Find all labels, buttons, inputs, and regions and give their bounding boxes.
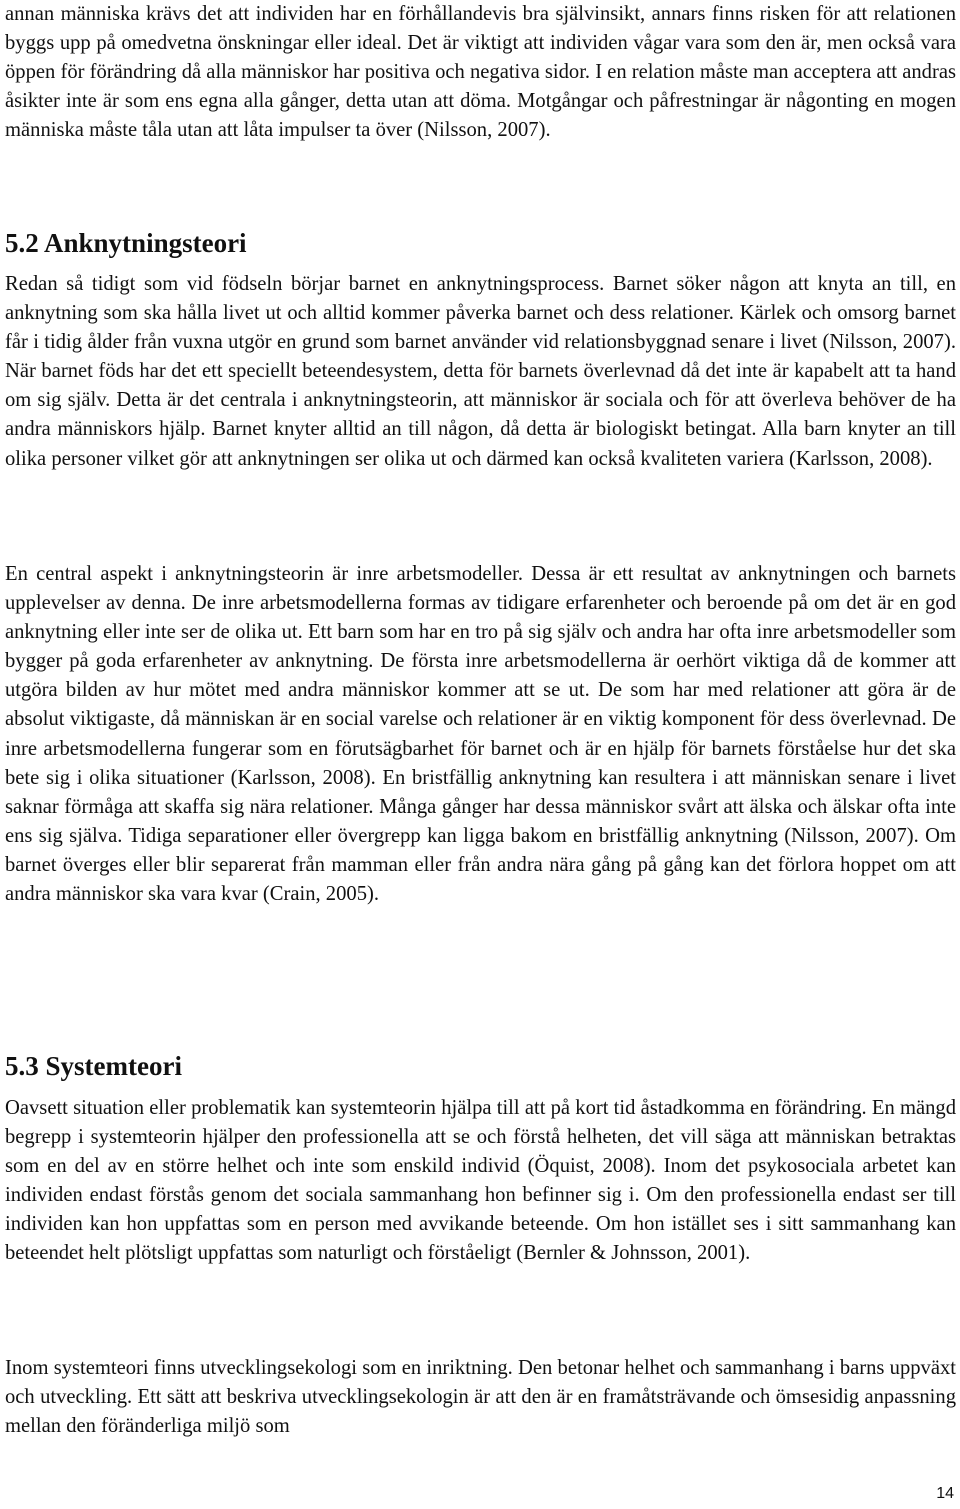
paragraph-inre-arbetsmodeller: En central aspekt i anknytningsteorin är inre arbetsmodeller. Dessa är ett resultat av anknytningen och barnets upplevelser av denna. De inre arbetsmodellerna formas av tidigare erfarenheter och beroende på om det är en god anknytning eller inte ser de olika ut. Ett barn som har en tro på sig själv och andra har ofta inre arbetsmodeller som bygger på goda erfarenheter av anknytning. De första inre arbetsmodellerna är oerhört viktiga då de kommer att utgöra bilden av hur mötet med andra människor kommer att se ut. De som har med relationer att göra är de absolut viktigaste, då människan är en social varelse och relationer är en viktig komponent för dess överlevnad. De inre arbetsmodellerna fungerar som en förutsägbarhet för barnet och är en hjälp för barnets förståelse hur det ska bete sig i olika situationer (Karlsson, 2008). En bristfällig anknytning kan resultera i att människan senare i livet saknar förmåga att skaffa sig nära relationer. Många gånger har dessa människor svårt att älska och älskar ofta inte ens sig själva. Tidiga separationer eller övergrepp kan ligga bakom en bristfällig anknytning (Nilsson, 2007). Om barnet överges eller blir separerat från mamman eller från andra nära gång på gång kan det förlora hoppet om att andra människor ska vara kvar (Crain, 2005). bbox=[5, 563, 956, 906]
page-number: 14 bbox=[936, 1485, 954, 1502]
heading-systemteori: 5.3 Systemteori bbox=[5, 1051, 182, 1081]
heading-anknytningsteori: 5.2 Anknytningsteori bbox=[5, 228, 247, 258]
paragraph-self-insight: annan människa krävs det att individen har en förhållandevis bra självinsikt, annars finns risken för att relationen byggs upp på omedvetna önskningar eller ideal. Det är viktigt att individen vågar vara som den är, men också vara öppen för förändring då alla människor har positiva och negativa sidor. I en relation måste man acceptera att andras åsikter inte är som ens egna alla gånger, detta utan att döma. Motgångar och påfrestningar är någonting en mogen människa måste tåla utan att låta impulser ta över (Nilsson, 2007). bbox=[5, 3, 956, 142]
paragraph-utvecklingsekologi: Inom systemteori finns utvecklingsekologi som en inriktning. Den betonar helhet och sammanhang i barns uppväxt och utveckling. Ett sätt att beskriva utvecklingsekologin är att den är en framåtsträvande och ömsesidig anpassning mellan den föränderliga miljö som bbox=[5, 1357, 956, 1438]
paragraph-anknytningsprocess: Redan så tidigt som vid födseln börjar barnet en anknytningsprocess. Barnet söker någon att knyta an till, en anknytning som ska hålla livet ut och alltid kommer påverka barnet och dess relationer. Kärlek och omsorg barnet får i tidig ålder från vuxna utgör en grund som barnet använder vid relationsbyggnad senare i livet (Nilsson, 2007). När barnet föds har det ett speciellt beteendesystem, detta för barnets överlevnad då det inte är kapabelt att ta hand om sig själv. Detta är det centrala i anknytningsteorin, att människor är sociala och för att överleva behöver de ha andra människors hjälp. Barnet knyter alltid an till någon, då detta är biologiskt betingat. Alla barn knyter an till olika personer vilket gör att anknytningen ser olika ut och därmed kan också kvaliteten variera (Karlsson, 2008). bbox=[5, 273, 956, 470]
paragraph-systemteori: Oavsett situation eller problematik kan systemteorin hjälpa till att på kort tid åstadkomma en förändring. En mängd begrepp i systemteorin hjälper den professionella att se och förstå helheten, det vill säga att människan betraktas som en del av en större helhet och inte som enskild individ (Öquist, 2008). Inom det psykosociala arbetet kan individen endast förstås genom det sociala sammanhang hon befinner sig i. Om den professionella endast ser till individen kan hon uppfattas som en person med avvikande beteende. Om hon istället ses i sitt sammanhang kan beteendet helt plötsligt uppfattas som naturligt och förståeligt (Bernler & Johnsson, 2001). bbox=[5, 1097, 956, 1265]
